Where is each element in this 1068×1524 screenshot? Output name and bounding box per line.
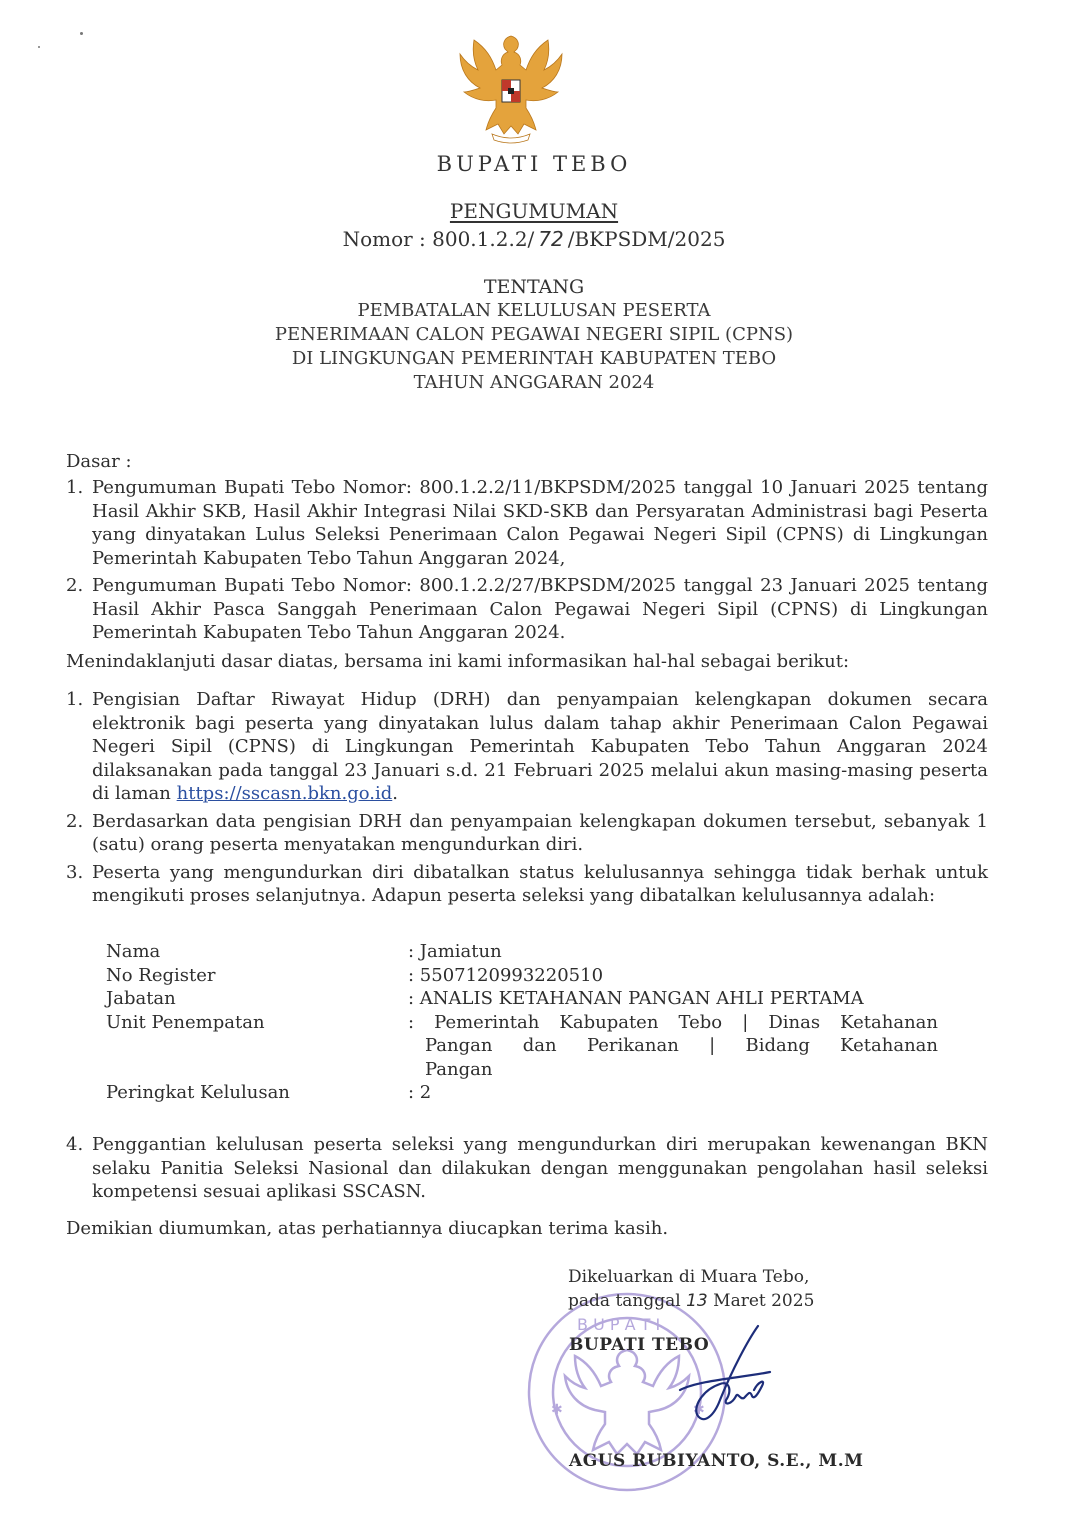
subject-heading: TENTANG — [483, 276, 585, 298]
subject-line: PEMBATALAN KELULUSAN PESERTA — [357, 300, 711, 321]
list-item — [66, 861, 988, 908]
dasar-list — [66, 476, 988, 649]
detail-row — [106, 964, 946, 988]
svg-text:✱: ✱ — [551, 1402, 563, 1418]
list-text: Peserta yang mengundurkan diri dibatalkan status kelulusannya sehingga tidak berhak untuk mengikuti proses selanjutnya. Adapun peserta seleksi yang dibatalkan kelulusannya adalah: — [92, 861, 988, 906]
detail-label: No Register — [106, 964, 216, 986]
detail-value: Pangan — [425, 1058, 493, 1080]
list-item — [66, 810, 988, 857]
garuda-emblem-icon — [452, 30, 570, 148]
subject-line: DI LINGKUNGAN PEMERINTAH KABUPATEN TEBO — [291, 348, 777, 369]
svg-text:B U P A T I: B U P A T I — [577, 1315, 661, 1334]
detail-row — [106, 1011, 946, 1035]
document-number-prefix: Nomor : 800.1.2.2/ — [342, 227, 535, 251]
issued-date-prefix: pada tanggal — [568, 1291, 681, 1311]
page-title: BUPATI TEBO — [436, 152, 632, 176]
detail-label: Nama — [106, 941, 161, 962]
detail-row — [106, 1034, 946, 1058]
detail-value: : ANALIS KETAHANAN PANGAN AHLI PERTAMA — [408, 988, 864, 1009]
list-number: 1. — [66, 477, 84, 498]
list-number: 2. — [66, 575, 84, 596]
points-list — [66, 688, 988, 912]
issued-date-suffix: Maret 2025 — [713, 1291, 815, 1311]
detail-row — [106, 940, 946, 964]
list-item — [66, 476, 988, 570]
list-text — [92, 688, 988, 806]
detail-row — [106, 987, 946, 1011]
list-item — [66, 1133, 988, 1204]
point-1-end: . — [392, 783, 398, 804]
list-number: 1. — [66, 689, 84, 710]
document-type: PENGUMUMAN — [449, 199, 619, 223]
participant-details — [106, 940, 946, 1105]
issued-date — [568, 1291, 814, 1311]
list-number: 3. — [66, 861, 84, 883]
subject-line: TAHUN ANGGARAN 2024 — [413, 372, 655, 393]
svg-text:✱: ✱ — [693, 1402, 705, 1418]
list-text: Berdasarkan data pengisian DRH dan penyampaian kelengkapan dokumen tersebut, sebanyak 1 (satu) orang peserta menyatakan mengundurkan diri. — [92, 810, 988, 855]
detail-row — [106, 1081, 946, 1105]
points-list-continued — [66, 1133, 988, 1208]
list-item — [66, 574, 988, 645]
detail-value: : Jamiatun — [408, 941, 502, 962]
list-item — [66, 688, 988, 806]
handwritten-signature-icon — [640, 1320, 780, 1430]
detail-label: Unit Penempatan — [106, 1011, 265, 1033]
issued-place: Dikeluarkan di Muara Tebo, — [568, 1267, 810, 1287]
document-number-handwritten: 72 — [538, 227, 564, 251]
subject-line: PENERIMAAN CALON PEGAWAI NEGERI SIPIL (CPNS) — [274, 324, 794, 345]
detail-value: : 2 — [408, 1082, 432, 1103]
scan-speck — [80, 32, 83, 35]
sscasn-link[interactable]: https://sscasn.bkn.go.id — [176, 783, 393, 804]
list-text: Pengumuman Bupati Tebo Nomor: 800.1.2.2/11/BKPSDM/2025 tanggal 10 Januari 2025 tentang Hasil Akhir SKB, Hasil Akhir Integrasi Nilai SKD-SKB dan Persyaratan Administrasi bagi Peserta yang dinyatakan Lulus Seleksi Penerimaan Calon Pegawai Negeri Sipil (CPNS) di Lingkungan Pemerintah Kabupaten Tebo Tahun Anggaran 2024, — [92, 477, 988, 569]
list-number: 4. — [66, 1134, 84, 1155]
document-number-suffix: /BKPSDM/2025 — [567, 227, 726, 251]
issued-date-day: 13 — [686, 1291, 708, 1311]
dasar-label: Dasar : — [66, 451, 132, 472]
detail-value: Pangan dan Perikanan | Bidang Ketahanan — [425, 1035, 938, 1056]
closing-paragraph: Demikian diumumkan, atas perhatiannya diucapkan terima kasih. — [66, 1218, 669, 1239]
intro-paragraph: Menindaklanjuti dasar diatas, bersama ini kami informasikan hal-hal sebagai berikut: — [66, 651, 850, 672]
document-number — [0, 227, 1068, 251]
detail-row — [106, 1058, 946, 1082]
detail-value: : 5507120993220510 — [408, 964, 604, 986]
detail-value: : Pemerintah Kabupaten Tebo | Dinas Ketahanan — [408, 1011, 938, 1033]
signatory-title: BUPATI TEBO — [569, 1335, 710, 1355]
point-1-text: Pengisian Daftar Riwayat Hidup (DRH) dan penyampaian kelengkapan dokumen secara elektronik bagi peserta yang dinyatakan lulus dalam tahap akhir Penerimaan Calon Pegawai Negeri Sipil (CPNS) di Lingkungan Pemerintah Kabupaten Tebo Tahun Anggaran 2024 dilaksanakan pada tanggal 23 Januari s.d. 21 Februari 2025 melalui akun masing-masing peserta di laman — [92, 689, 988, 804]
detail-label: Peringkat Kelulusan — [106, 1082, 290, 1103]
list-number: 2. — [66, 810, 84, 832]
list-text: Pengumuman Bupati Tebo Nomor: 800.1.2.2/27/BKPSDM/2025 tanggal 23 Januari 2025 tentang Hasil Akhir Pasca Sanggah Penerimaan Calon Pegawai Negeri Sipil (CPNS) di Lingkungan Pemerintah Kabupaten Tebo Tahun Anggaran 2024. — [92, 575, 988, 643]
detail-label: Jabatan — [106, 988, 176, 1009]
signatory-name: AGUS RUBIYANTO, S.E., M.M — [569, 1451, 864, 1471]
list-text: Penggantian kelulusan peserta seleksi yang mengundurkan diri merupakan kewenangan BKN selaku Panitia Seleksi Nasional dan dilakukan dengan menggunakan pengolahan hasil seleksi kompetensi sesuai aplikasi SSCASN. — [92, 1134, 988, 1202]
scan-speck — [38, 46, 40, 48]
